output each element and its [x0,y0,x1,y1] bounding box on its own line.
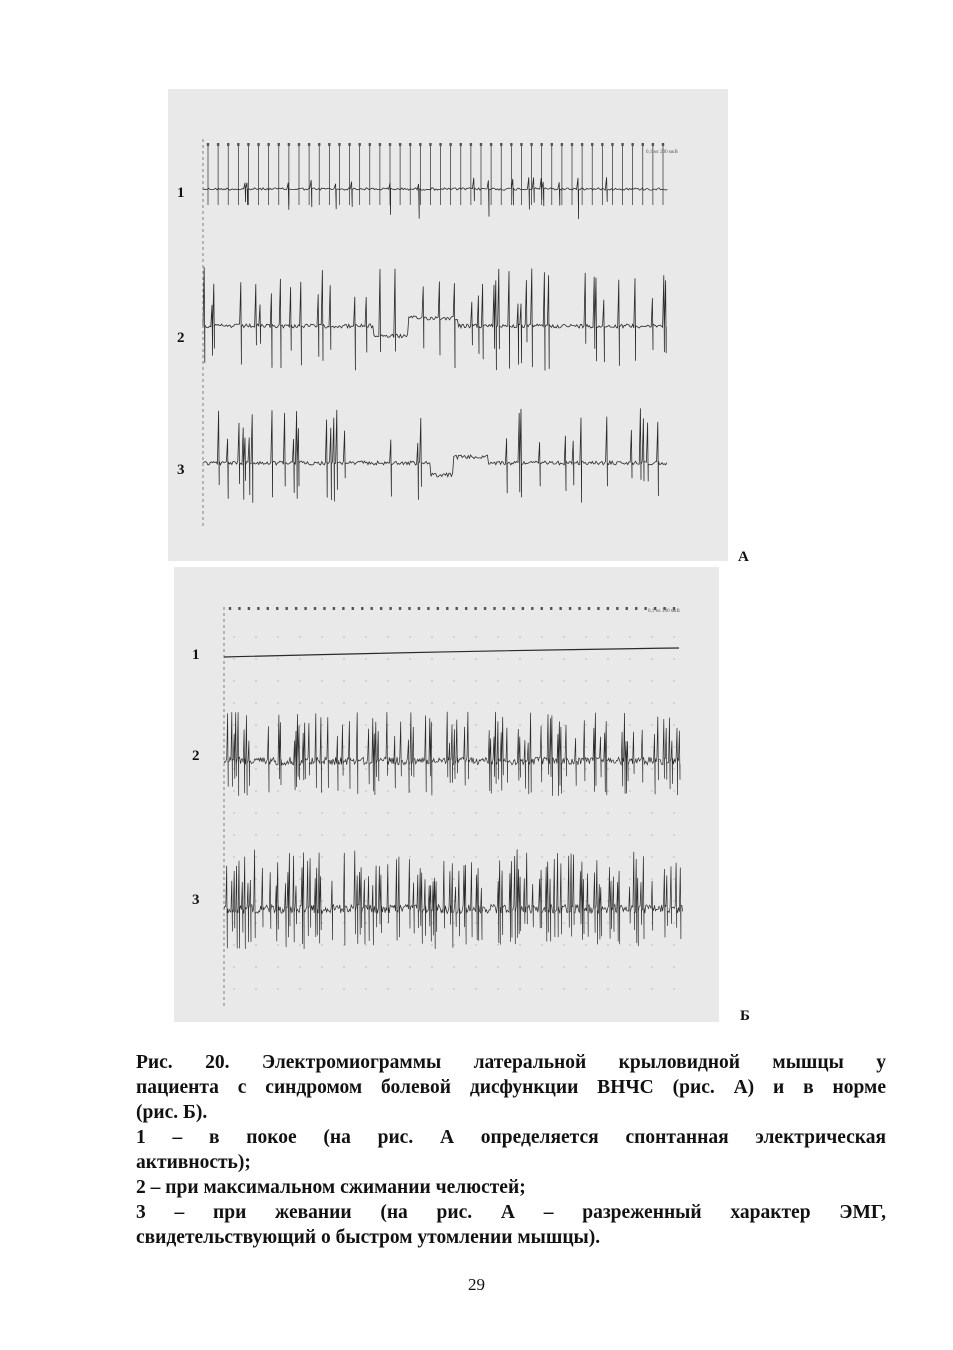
trace-label-a-1: 1 [177,185,185,201]
scale-label-a: 0,1 мс 200 мкВ [646,150,678,155]
trace-b-2 [224,712,680,796]
figure-b-letter: Б [740,1008,750,1024]
caption-line-3: (рис. Б). [136,1102,208,1123]
trace-label-b-2: 2 [192,748,200,764]
trace-label-a-3: 3 [177,462,185,478]
caption-line-1: Рис. 20. Электромиограммы латеральной крыловидной мышцы у [136,1052,886,1073]
trace-a-1 [203,177,667,219]
scale-label-b: 0,1 мс 200 мкВ [648,609,680,614]
trace-a-2 [203,267,666,370]
caption-line-2: пациента с синдромом болевой дисфункции ВНЧС (рис. А) и в норме [136,1077,886,1098]
figure-a-letter: А [738,549,749,565]
figure-caption [136,1050,886,1250]
emg-traces-b [174,567,719,1022]
grid-dots-b [233,636,674,989]
stim-markers-b [229,607,675,610]
emg-traces-a [168,89,728,561]
trace-label-a-2: 2 [177,330,185,346]
stim-markers-a [207,143,664,205]
trace-label-b-3: 3 [192,892,200,908]
trace-b-1 [224,648,679,657]
caption-item-1-line-2: активность); [136,1152,251,1173]
emg-figure-b [174,567,719,1022]
page-number: 29 [468,1275,485,1294]
caption-item-2: 2 – при максимальном сжимании челюстей; [136,1177,526,1198]
trace-label-b-1: 1 [192,647,200,663]
trace-a-3 [203,408,667,502]
caption-item-3-line-1: 3 – при жевании (на рис. А – разреженный характер ЭМГ, [136,1202,886,1223]
caption-item-3-line-2: свидетельствующий о быстром утомлении мышцы). [136,1227,601,1248]
trace-b-3 [224,849,683,949]
caption-item-1-line-1: 1 – в покое (на рис. А определяется спонтанная электрическая [136,1127,886,1148]
emg-figure-a [168,89,728,561]
